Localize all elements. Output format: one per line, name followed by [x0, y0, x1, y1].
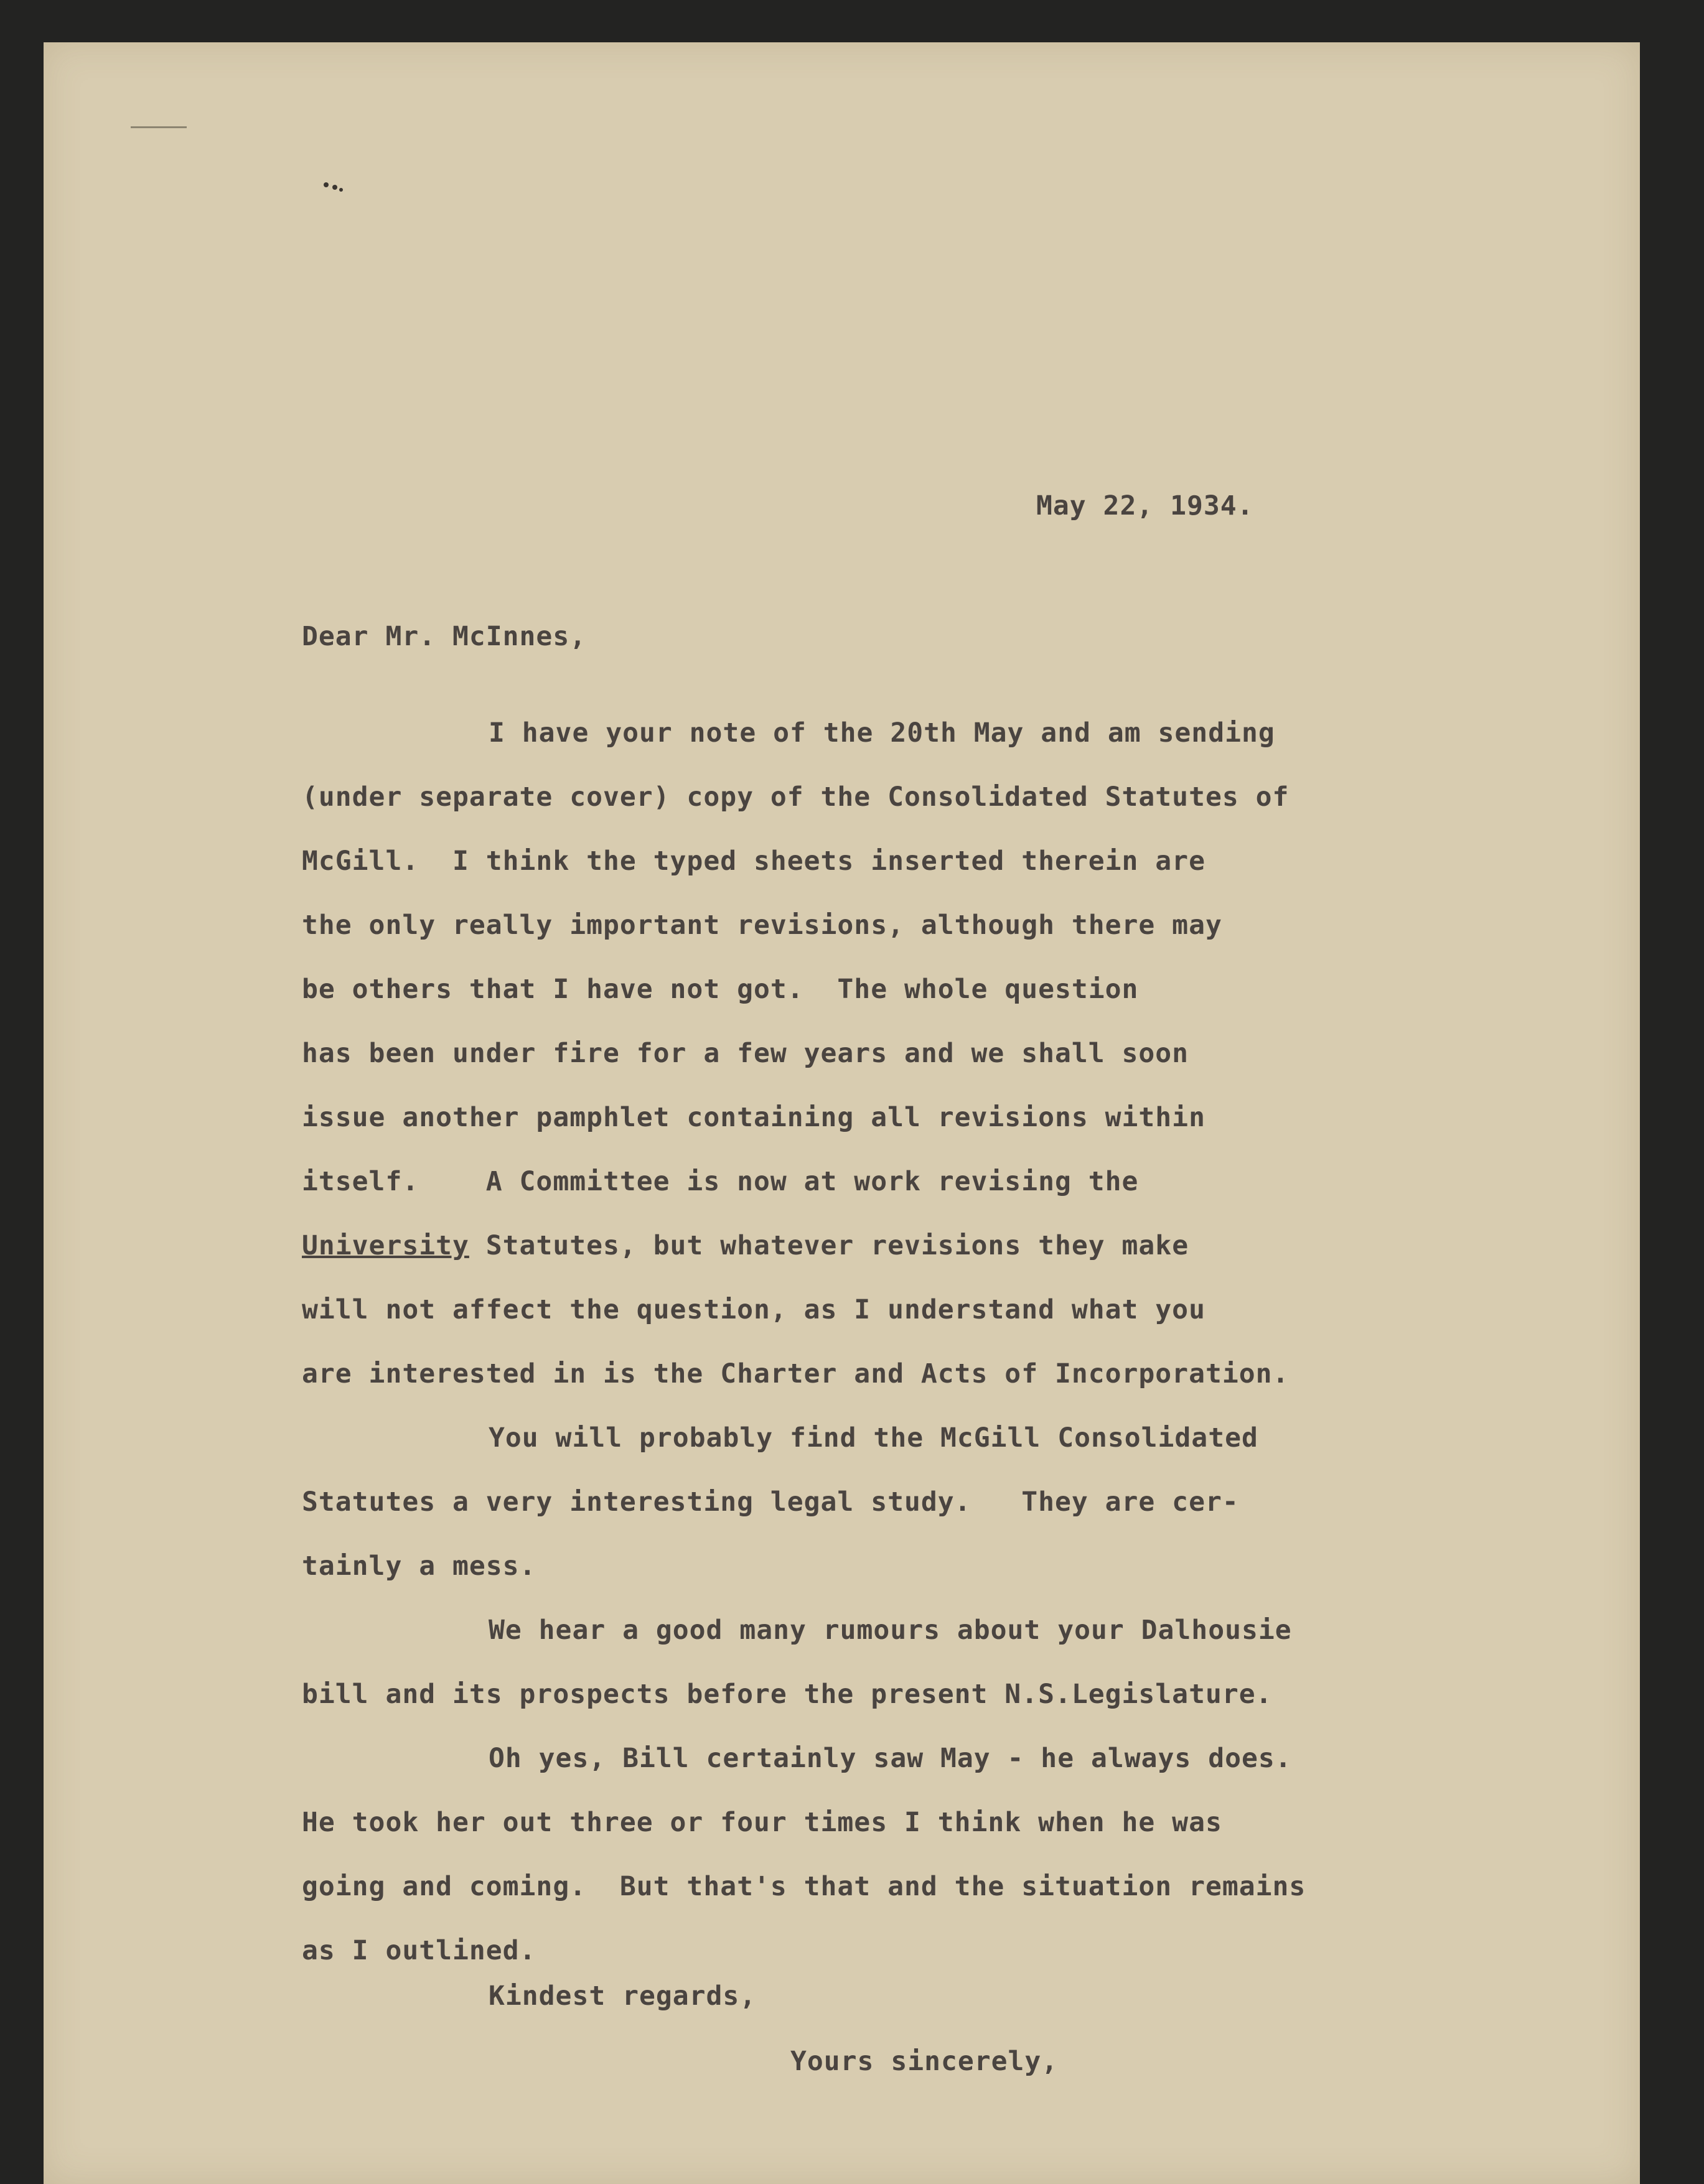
- body-line: I have your note of the 20th May and am sending: [489, 717, 1275, 749]
- ink-mark: [322, 182, 347, 192]
- body-line: are interested in is the Charter and Acts of Incorporation.: [302, 1358, 1290, 1389]
- body-line: be others that I have not got. The whole question: [302, 974, 1139, 1005]
- body-line: (under separate cover) copy of the Consolidated Statutes of: [302, 782, 1290, 813]
- body-line: will not affect the question, as I understand what you: [302, 1294, 1205, 1325]
- letter-date: May 22, 1934.: [1036, 490, 1254, 521]
- signoff: Yours sincerely,: [790, 2046, 1059, 2077]
- salutation: Dear Mr. McInnes,: [302, 621, 587, 652]
- body-line: the only really important revisions, although there may: [302, 910, 1222, 941]
- closing-regards: Kindest regards,: [489, 1981, 757, 2012]
- body-line: going and coming. But that's that and the situation remains: [302, 1871, 1306, 1902]
- paper-mark: [131, 126, 187, 128]
- body-line: issue another pamphlet containing all revisions within: [302, 1102, 1205, 1133]
- body-line: itself. A Committee is now at work revising the: [302, 1166, 1139, 1197]
- body-line: has been under fire for a few years and we shall soon: [302, 1038, 1189, 1069]
- letter-paper: [44, 42, 1640, 2184]
- body-line: McGill. I think the typed sheets inserted therein are: [302, 846, 1205, 877]
- letter-body: [302, 714, 1547, 1996]
- body-line: We hear a good many rumours about your Dalhousie: [489, 1615, 1292, 1646]
- line-remainder: Statutes, but whatever revisions they make: [469, 1230, 1189, 1261]
- body-line: tainly a mess.: [302, 1551, 536, 1582]
- body-line: You will probably find the McGill Consolidated: [489, 1422, 1258, 1454]
- body-line: bill and its prospects before the present N.S.Legislature.: [302, 1679, 1273, 1710]
- body-line: He took her out three or four times I think when he was: [302, 1807, 1222, 1838]
- body-line: Oh yes, Bill certainly saw May - he always does.: [489, 1743, 1292, 1774]
- body-line: [302, 1227, 1547, 1291]
- body-line: Statutes a very interesting legal study. They are cer-: [302, 1486, 1239, 1518]
- body-line: as I outlined.: [302, 1935, 536, 1966]
- underlined-word: University: [302, 1230, 469, 1261]
